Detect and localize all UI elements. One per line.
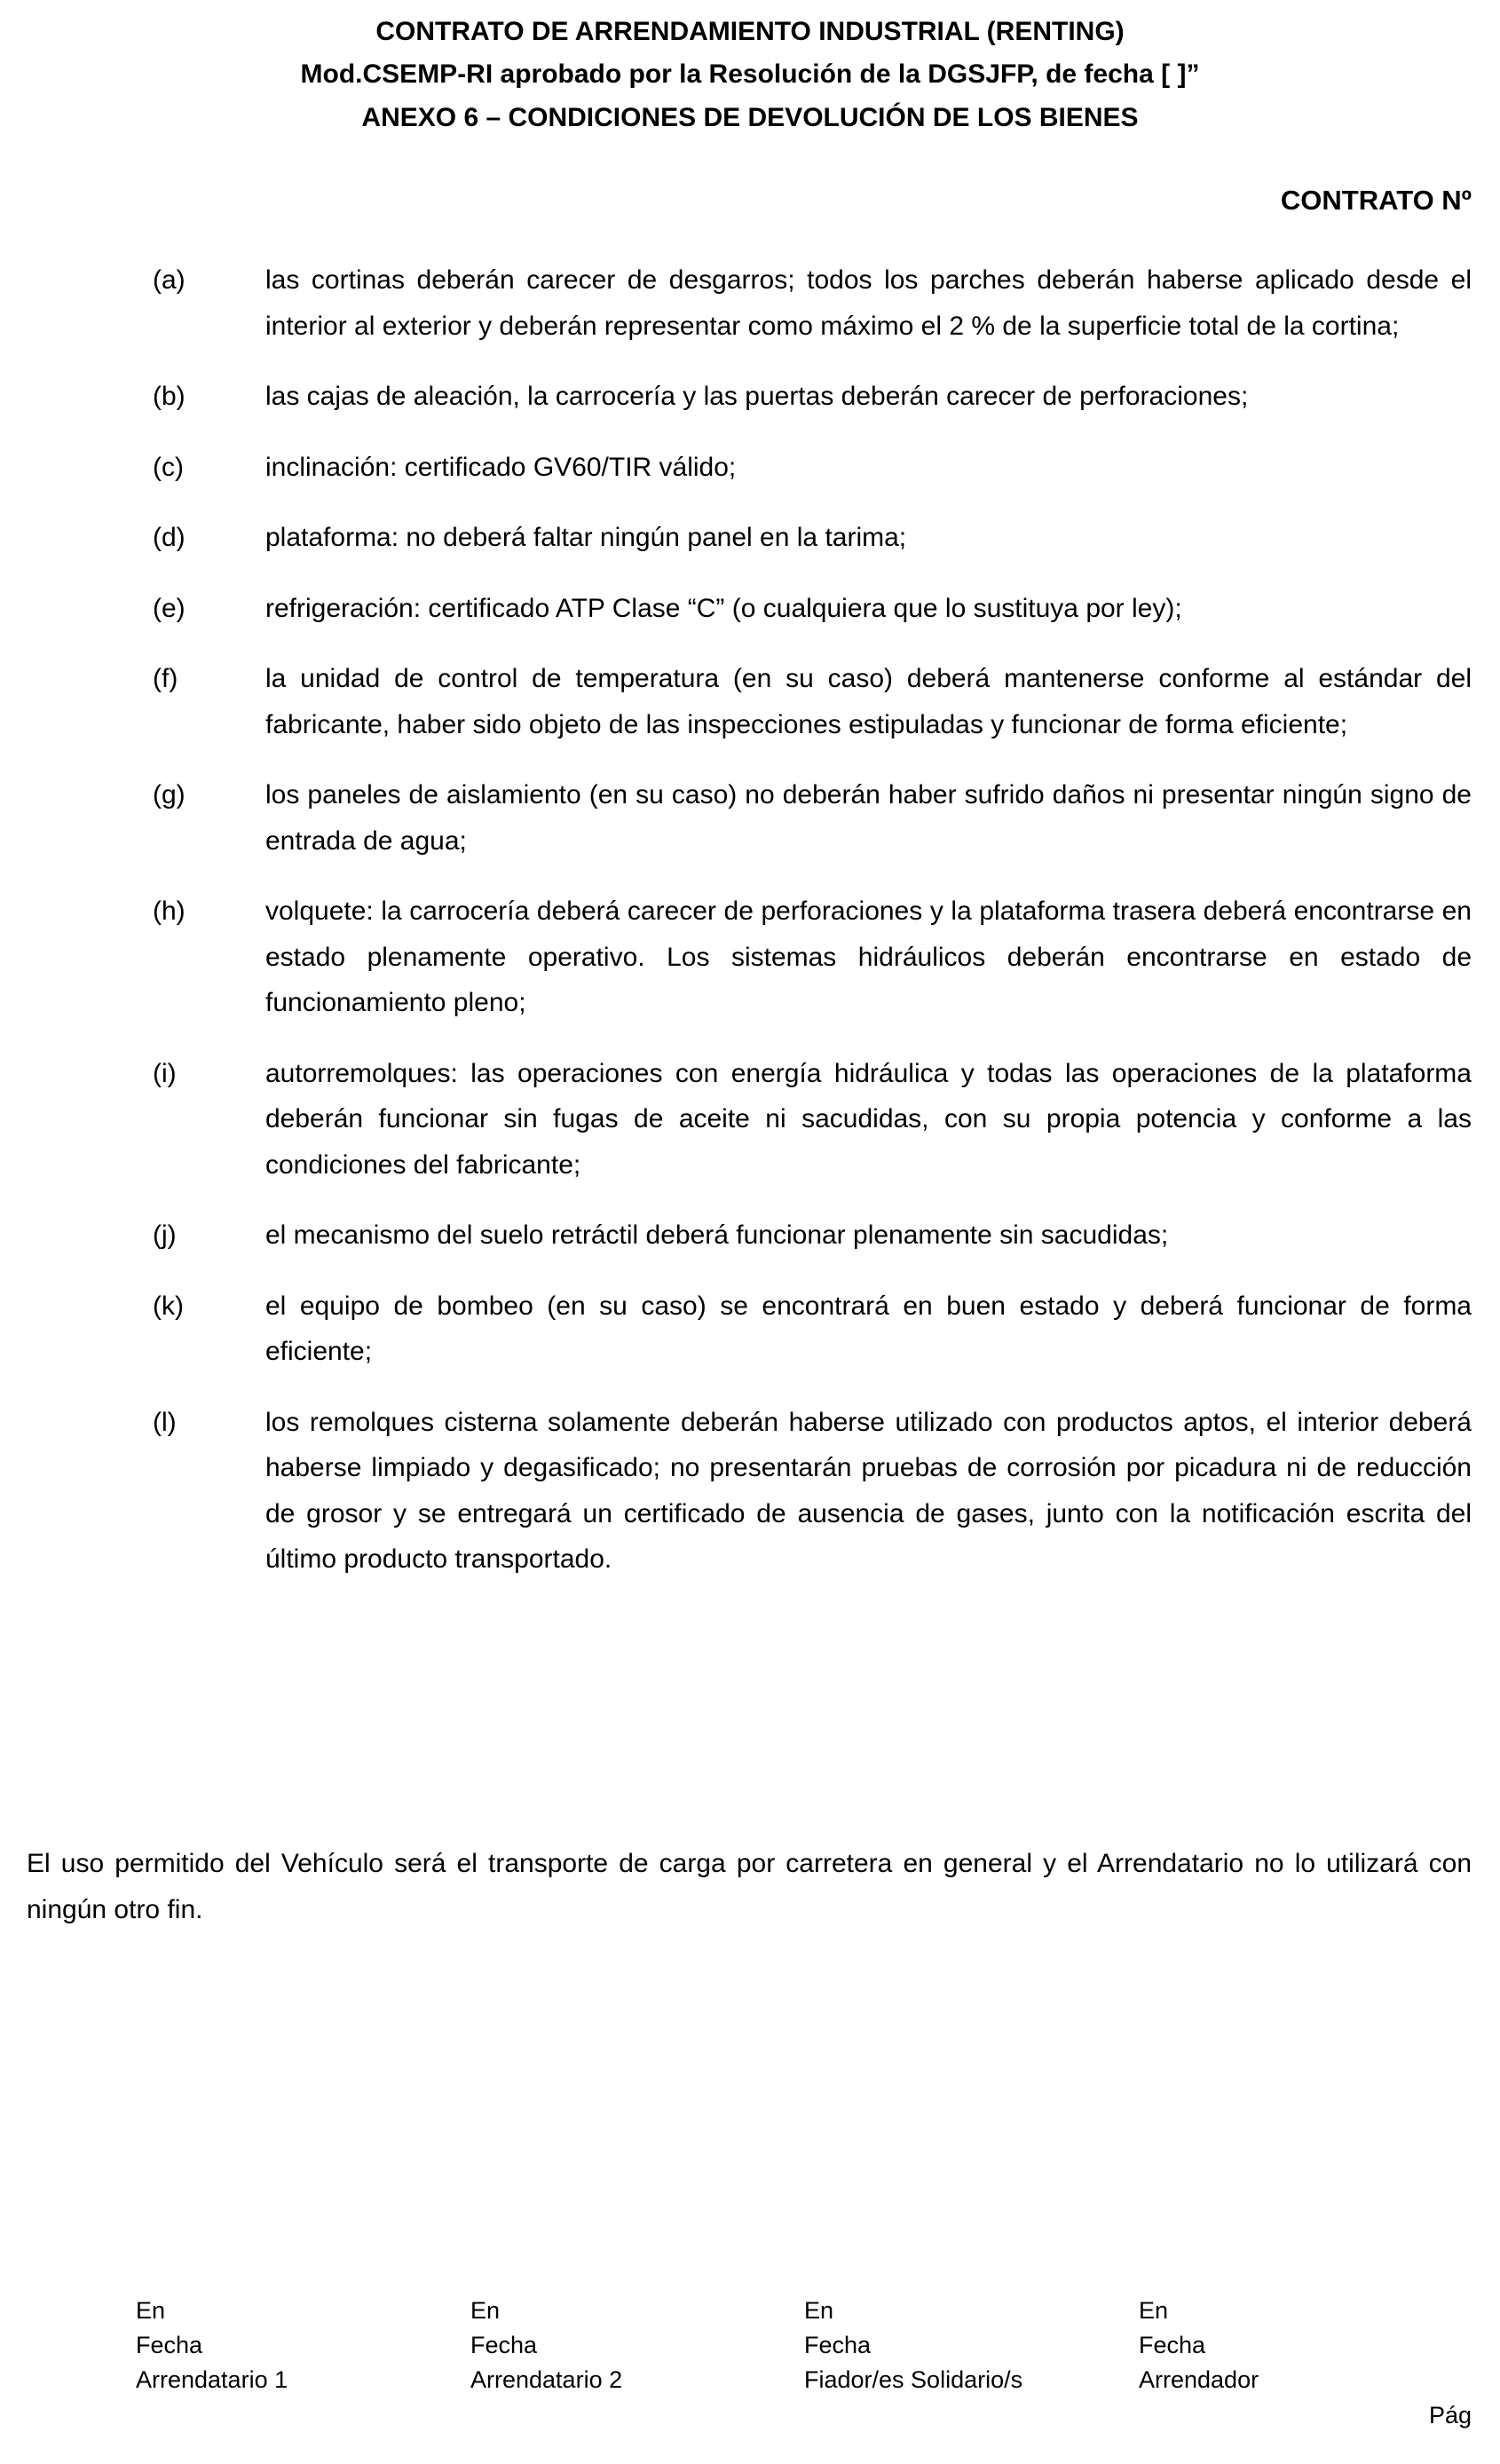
- item-text: autorremolques: las operaciones con energía hidráulica y todas las operaciones de la plataforma deberán funcionar sin fugas de aceite ni sacudidas, con su propia potencia y conforme a las condiciones del fabricante;: [265, 1058, 1472, 1180]
- signature-place: En: [470, 2297, 501, 2324]
- condition-item: [153, 1283, 1472, 1375]
- document-subtitle: Mod.CSEMP-RI aprobado por la Resolución de la DGSJFP, de fecha [ ]”: [300, 59, 1200, 89]
- item-label: (d): [153, 523, 186, 552]
- item-text: plataforma: no deberá faltar ningún panel en la tarima;: [265, 523, 907, 552]
- item-text: inclinación: certificado GV60/TIR válido;: [265, 452, 737, 482]
- condition-item: [153, 586, 1472, 632]
- annex-title: ANEXO 6 – CONDICIONES DE DEVOLUCIÓN DE LOS BIENES: [361, 103, 1139, 132]
- condition-item: [153, 515, 1472, 561]
- signature-date: Fecha: [804, 2332, 872, 2358]
- page-number-label: Pág: [1428, 2402, 1472, 2428]
- item-label: (a): [153, 265, 186, 295]
- condition-item: [153, 1051, 1472, 1189]
- item-label: (j): [153, 1220, 177, 1250]
- condition-item: [153, 1212, 1472, 1259]
- item-label: (b): [153, 382, 186, 411]
- condition-item: [153, 772, 1472, 864]
- item-text: los remolques cisterna solamente deberán haberse utilizado con productos aptos, el interior deberá haberse limpiado y degasificado; no presentarán pruebas de corrosión por picadura ni de reducción de grosor y se entregará un certificado de ausencia de gases, junto con la notificación escrita del último producto transportado.: [265, 1407, 1472, 1574]
- signature-party: Arrendatario 1: [136, 2366, 288, 2393]
- signature-block-arrendador: [1139, 2294, 1259, 2397]
- item-text: los paneles de aislamiento (en su caso) no deberán haber sufrido daños ni presentar ningún signo de entrada de agua;: [265, 780, 1472, 856]
- signature-party: Arrendador: [1139, 2366, 1259, 2393]
- condition-item: [153, 374, 1472, 420]
- item-label: (f): [153, 664, 178, 693]
- signature-date: Fecha: [1139, 2332, 1206, 2358]
- signature-date: Fecha: [136, 2332, 203, 2358]
- item-text: el equipo de bombeo (en su caso) se encontrará en buen estado y deberá funcionar de forma eficiente;: [265, 1291, 1472, 1366]
- signature-place: En: [804, 2297, 834, 2324]
- item-label: (g): [153, 780, 186, 809]
- item-label: (c): [153, 452, 184, 482]
- condition-item: [153, 888, 1472, 1026]
- item-text: las cajas de aleación, la carrocería y las puertas deberán carecer de perforaciones;: [265, 382, 1249, 411]
- signature-place: En: [136, 2297, 166, 2324]
- conditions-list: [153, 257, 1472, 1607]
- contract-number-label: CONTRATO Nº: [1280, 185, 1472, 216]
- item-label: (i): [153, 1058, 177, 1088]
- condition-item: [153, 445, 1472, 491]
- signature-party: Fiador/es Solidario/s: [804, 2366, 1023, 2393]
- condition-item: [153, 656, 1472, 747]
- condition-item: [153, 257, 1472, 349]
- signature-block-arrendatario-2: [470, 2294, 622, 2397]
- document-title: CONTRATO DE ARRENDAMIENTO INDUSTRIAL (RENTING): [375, 17, 1125, 46]
- item-text: las cortinas deberán carecer de desgarros; todos los parches deberán haberse aplicado desde el interior al exterior y deberán representar como máximo el 2 % de la superficie total de la cortina;: [265, 265, 1472, 341]
- permitted-use-paragraph: El uso permitido del Vehículo será el transporte de carga por carretera en general y el Arrendatario no lo utilizará con ningún otro fin.: [27, 1849, 1472, 1924]
- item-label: (k): [153, 1291, 184, 1321]
- condition-item: [153, 1400, 1472, 1583]
- signature-place: En: [1139, 2297, 1169, 2324]
- item-label: (e): [153, 593, 186, 623]
- item-label: (h): [153, 896, 186, 926]
- item-text: la unidad de control de temperatura (en su caso) deberá mantenerse conforme al estándar del fabricante, haber sido objeto de las inspecciones estipuladas y funcionar de forma eficiente;: [265, 664, 1472, 739]
- item-text: el mecanismo del suelo retráctil deberá funcionar plenamente sin sacudidas;: [265, 1220, 1169, 1250]
- signature-block-fiador: [804, 2294, 1022, 2397]
- item-label: (l): [153, 1407, 177, 1437]
- item-text: refrigeración: certificado ATP Clase “C” (o cualquiera que lo sustituya por ley);: [265, 593, 1182, 623]
- signature-party: Arrendatario 2: [470, 2366, 623, 2393]
- signature-date: Fecha: [470, 2332, 538, 2358]
- signature-block-arrendatario-1: [136, 2294, 288, 2397]
- item-text: volquete: la carrocería deberá carecer de perforaciones y la plataforma trasera deberá encontrarse en estado plenamente operativo. Los sistemas hidráulicos deberán encontrarse en estado de funcionamiento pleno;: [265, 896, 1472, 1017]
